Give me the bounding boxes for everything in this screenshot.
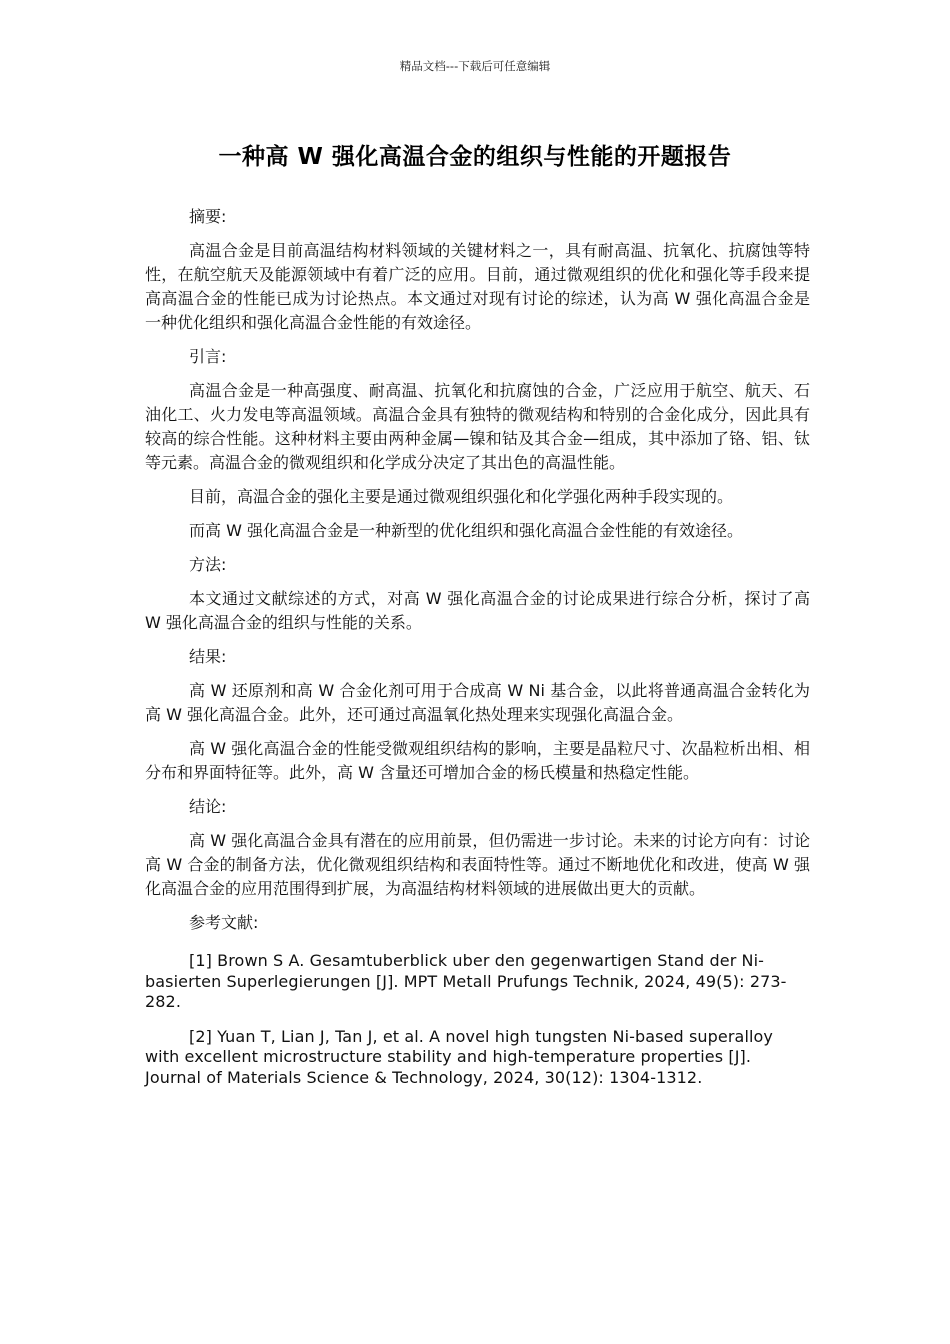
result-paragraph-2: 高 W 强化高温合金的性能受微观组织结构的影响，主要是晶粒尺寸、次晶粒析出相、相分布和界面特征等。此外，高 W 含量还可增加合金的杨氏模量和热稳定性能。 xyxy=(145,739,810,782)
reference-item: [2] Yuan T, Lian J, Tan J, et al. A novel high tungsten Ni-based superalloy with excellent microstructure stability and high-temperature properties [J]. Journal of Materials Science & Technology, 2024, 30(12): 1304-1312. xyxy=(145,1026,773,1087)
reference-item: [1] Brown S A. Gesamtuberblick uber den gegenwartigen Stand der Ni-basierten Superlegierungen [J]. MPT Metall Prufungs Technik, 2024, 49(5): 273-282. xyxy=(145,951,787,1011)
introduction-paragraph-1: 高温合金是一种高强度、耐高温、抗氧化和抗腐蚀的合金，广泛应用于航空、航天、石油化工、火力发电等高温领域。高温合金具有独特的微观结构和特别的合金化成分，因此具有较高的综合性能。这种材料主要由两种金属—镍和钴及其合金—组成，其中添加了铬、铝、钛等元素。高温合金的微观组织和化学成分决定了其出色的高温性能。 xyxy=(145,381,810,472)
method-heading: 方法: xyxy=(189,555,227,574)
abstract-heading: 摘要: xyxy=(189,207,227,226)
result-paragraph-1: 高 W 还原剂和高 W 合金化剂可用于合成高 W Ni 基合金，以此将普通高温合金转化为高 W 强化高温合金。此外，还可通过高温氧化热处理来实现强化高温合金。 xyxy=(145,681,810,724)
conclusion-paragraph: 高 W 强化高温合金具有潜在的应用前景，但仍需进一步讨论。未来的讨论方向有：讨论高 W 合金的制备方法，优化微观组织结构和表面特性等。通过不断地优化和改进，使高 W 强化高温合金的应用范围得到扩展，为高温结构材料领域的进展做出更大的贡献。 xyxy=(145,831,810,898)
method-paragraph: 本文通过文献综述的方式，对高 W 强化高温合金的讨论成果进行综合分析，探讨了高 W 强化高温合金的组织与性能的关系。 xyxy=(145,589,810,632)
abstract-paragraph: 高温合金是目前高温结构材料领域的关键材料之一，具有耐高温、抗氧化、抗腐蚀等特性，在航空航天及能源领域中有着广泛的应用。目前，通过微观组织的优化和强化等手段来提高高温合金的性能已成为讨论热点。本文通过对现有讨论的综述，认为高 W 强化高温合金是一种优化组织和强化高温合金性能的有效途径。 xyxy=(145,241,810,332)
document-body xyxy=(145,205,810,1102)
references-heading: 参考文献: xyxy=(189,913,259,932)
document-title: 一种高 W 强化高温合金的组织与性能的开题报告 xyxy=(218,144,732,170)
introduction-paragraph-2: 目前，高温合金的强化主要是通过微观组织强化和化学强化两种手段实现的。 xyxy=(189,487,734,506)
introduction-heading: 引言: xyxy=(189,347,227,366)
header-note: 精品文档---下载后可任意编辑 xyxy=(399,59,551,73)
result-heading: 结果: xyxy=(189,647,227,666)
conclusion-heading: 结论: xyxy=(189,797,227,816)
introduction-paragraph-3: 而高 W 强化高温合金是一种新型的优化组织和强化高温合金性能的有效途径。 xyxy=(189,521,743,540)
